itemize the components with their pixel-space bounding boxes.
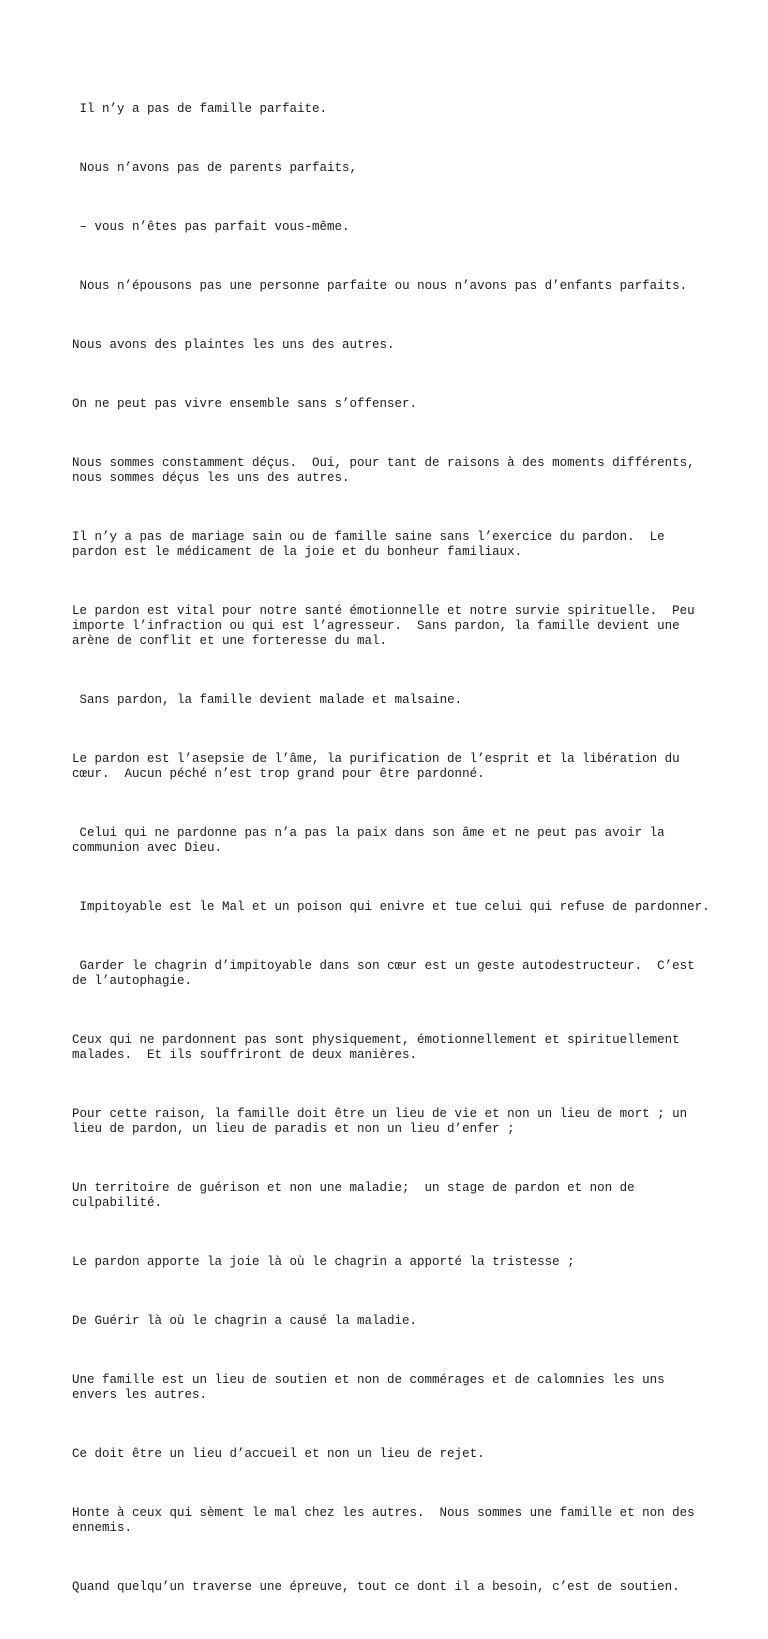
- paragraph: Le pardon est l’asepsie de l’âme, la purification de l’esprit et la libération du cœur. Aucun péché n’est trop grand pour être pardonné.: [72, 752, 688, 781]
- paragraph: Le pardon est vital pour notre santé émotionnelle et notre survie spirituelle. Peu importe l’infraction ou qui est l’agresseur. Sans pardon, la famille devient une arène de conflit et une forteresse du mal.: [72, 604, 703, 648]
- document-body: [72, 72, 712, 1639]
- paragraph: On ne peut pas vivre ensemble sans s’offenser.: [72, 397, 418, 411]
- paragraph: Honte à ceux qui sèment le mal chez les autres. Nous sommes une famille et non des ennemis.: [72, 1506, 703, 1535]
- paragraph: Nous sommes constamment déçus. Oui, pour tant de raisons à des moments différents, nous sommes déçus les uns des autres.: [72, 456, 703, 485]
- paragraph: Un territoire de guérison et non une maladie; un stage de pardon et non de culpabilité.: [72, 1181, 643, 1210]
- paragraph: Pour cette raison, la famille doit être un lieu de vie et non un lieu de mort ; un lieu de pardon, un lieu de paradis et non un lieu d’enfer ;: [72, 1107, 695, 1136]
- paragraph: – vous n’êtes pas parfait vous-même.: [72, 220, 350, 234]
- paragraph: Garder le chagrin d’impitoyable dans son cœur est un geste autodestructeur. C’est de l’autophagie.: [72, 959, 703, 988]
- paragraph: Sans pardon, la famille devient malade et malsaine.: [72, 693, 463, 707]
- paragraph: Nous n’avons pas de parents parfaits,: [72, 161, 358, 175]
- paragraph: Ce doit être un lieu d’accueil et non un lieu de rejet.: [72, 1447, 485, 1461]
- paragraph: Nous avons des plaintes les uns des autres.: [72, 338, 395, 352]
- paragraph: Quand quelqu’un traverse une épreuve, tout ce dont il a besoin, c’est de soutien.: [72, 1580, 680, 1594]
- paragraph: Ceux qui ne pardonnent pas sont physiquement, émotionnellement et spirituellement malades. Et ils souffriront de deux manières.: [72, 1033, 688, 1062]
- paragraph: Nous n’épousons pas une personne parfaite ou nous n’avons pas d’enfants parfaits.: [72, 279, 688, 293]
- paragraph: Celui qui ne pardonne pas n’a pas la paix dans son âme et ne peut pas avoir la communion avec Dieu.: [72, 826, 673, 855]
- paragraph: Il n’y a pas de famille parfaite.: [72, 102, 328, 116]
- paragraph: De Guérir là où le chagrin a causé la maladie.: [72, 1314, 418, 1328]
- paragraph: Une famille est un lieu de soutien et non de commérages et de calomnies les uns envers les autres.: [72, 1373, 673, 1402]
- paragraph: Le pardon apporte la joie là où le chagrin a apporté la tristesse ;: [72, 1255, 575, 1269]
- paragraph: Impitoyable est le Mal et un poison qui enivre et tue celui qui refuse de pardonner.: [72, 900, 710, 914]
- paragraph: Il n’y a pas de mariage sain ou de famille saine sans l’exercice du pardon. Le pardon est le médicament de la joie et du bonheur familiaux.: [72, 530, 673, 559]
